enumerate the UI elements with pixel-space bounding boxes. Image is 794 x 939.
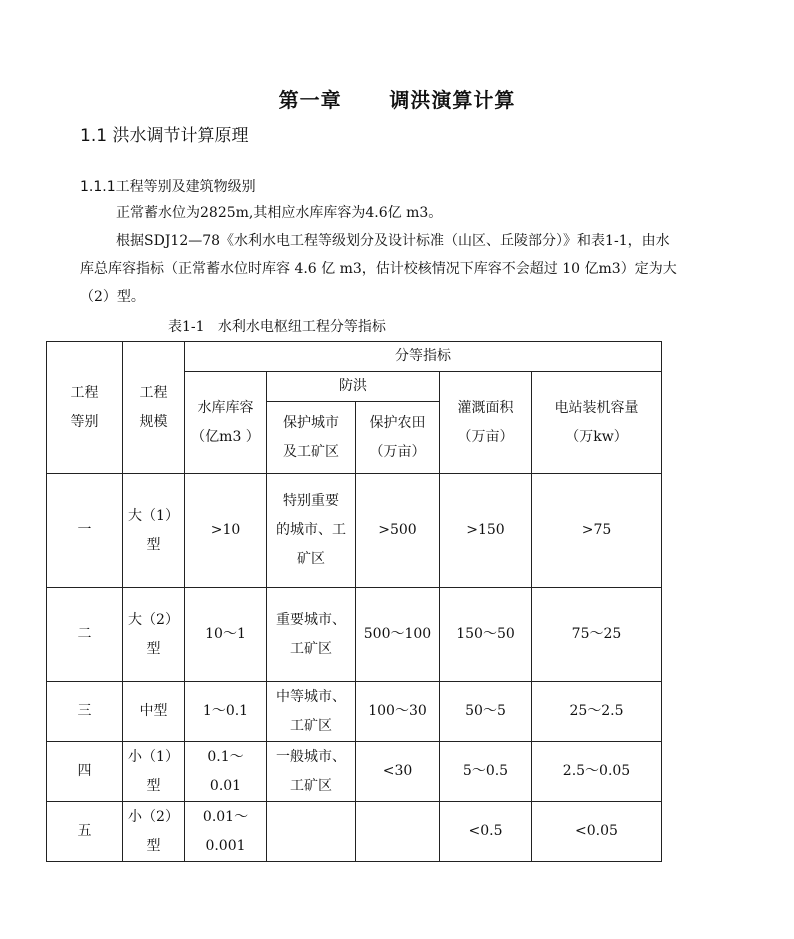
cell-irrigation: 5～0.5 <box>440 742 532 802</box>
table-row <box>47 802 662 862</box>
chapter-title <box>0 84 794 113</box>
cell-capacity: >10 <box>185 474 267 588</box>
header-power: 电站装机容量 （万kw） <box>532 372 662 474</box>
paragraph-2: 根据SDJ12—78《水利水电工程等级划分及设计标准（山区、丘陵部分）》和表1-1，由水库总库容指标（正常蓄水位时库容 4.6 亿 m3，估计校核情况下库容不会超过 10 亿m3）定为大（2）型。 <box>80 233 677 305</box>
cell-grade: 二 <box>47 588 123 682</box>
cell-capacity: 0.01～ 0.001 <box>185 802 267 862</box>
cell-capacity: 1～0.1 <box>185 682 267 742</box>
cell-protect-city: 重要城市、 工矿区 <box>267 588 356 682</box>
table-row <box>47 588 662 682</box>
cell-protect-farm: 100～30 <box>356 682 440 742</box>
header-grade: 工程 等别 <box>47 342 123 474</box>
table-row <box>47 682 662 742</box>
cell-irrigation: >150 <box>440 474 532 588</box>
cell-capacity: 10～1 <box>185 588 267 682</box>
cell-irrigation: 150～50 <box>440 588 532 682</box>
cell-protect-city <box>267 802 356 862</box>
cell-scale: 中型 <box>123 682 185 742</box>
cell-grade: 五 <box>47 802 123 862</box>
header-protect-city: 保护城市 及工矿区 <box>267 402 356 474</box>
cell-protect-city: 中等城市、 工矿区 <box>267 682 356 742</box>
table-caption: 表1-1 水利水电枢纽工程分等指标 <box>168 319 386 335</box>
cell-power: 2.5～0.05 <box>532 742 662 802</box>
cell-grade: 四 <box>47 742 123 802</box>
chapter-number: 第一章 <box>278 88 342 112</box>
header-indicators: 分等指标 <box>185 342 662 372</box>
subsection-heading: 1.1.1工程等别及建筑物级别 <box>80 179 256 195</box>
cell-protect-farm: >500 <box>356 474 440 588</box>
cell-grade: 一 <box>47 474 123 588</box>
cell-protect-farm <box>356 802 440 862</box>
cell-protect-farm: <30 <box>356 742 440 802</box>
table-row <box>47 474 662 588</box>
header-protect-farm: 保护农田 （万亩） <box>356 402 440 474</box>
cell-scale: 大（2） 型 <box>123 588 185 682</box>
table-row <box>47 742 662 802</box>
header-irrigation: 灌溉面积 （万亩） <box>440 372 532 474</box>
paragraph-1: 正常蓄水位为2825m,其相应水库库容为4.6亿 m3。 <box>116 205 443 221</box>
cell-grade: 三 <box>47 682 123 742</box>
header-flood: 防洪 <box>267 372 440 402</box>
cell-capacity: 0.1～ 0.01 <box>185 742 267 802</box>
chapter-name: 调洪演算计算 <box>389 88 516 112</box>
header-scale: 工程 规模 <box>123 342 185 474</box>
cell-scale: 小（1） 型 <box>123 742 185 802</box>
cell-irrigation: <0.5 <box>440 802 532 862</box>
cell-protect-farm: 500～100 <box>356 588 440 682</box>
grade-index-table <box>46 341 662 862</box>
cell-power: >75 <box>532 474 662 588</box>
cell-power: 25～2.5 <box>532 682 662 742</box>
cell-protect-city: 一般城市、 工矿区 <box>267 742 356 802</box>
cell-power: 75～25 <box>532 588 662 682</box>
cell-scale: 大（1） 型 <box>123 474 185 588</box>
section-heading: 1.1 洪水调节计算原理 <box>80 126 249 146</box>
cell-protect-city: 特别重要 的城市、工 矿区 <box>267 474 356 588</box>
cell-irrigation: 50～5 <box>440 682 532 742</box>
cell-scale: 小（2） 型 <box>123 802 185 862</box>
cell-power: <0.05 <box>532 802 662 862</box>
header-capacity: 水库库容 （亿m3 ） <box>185 372 267 474</box>
